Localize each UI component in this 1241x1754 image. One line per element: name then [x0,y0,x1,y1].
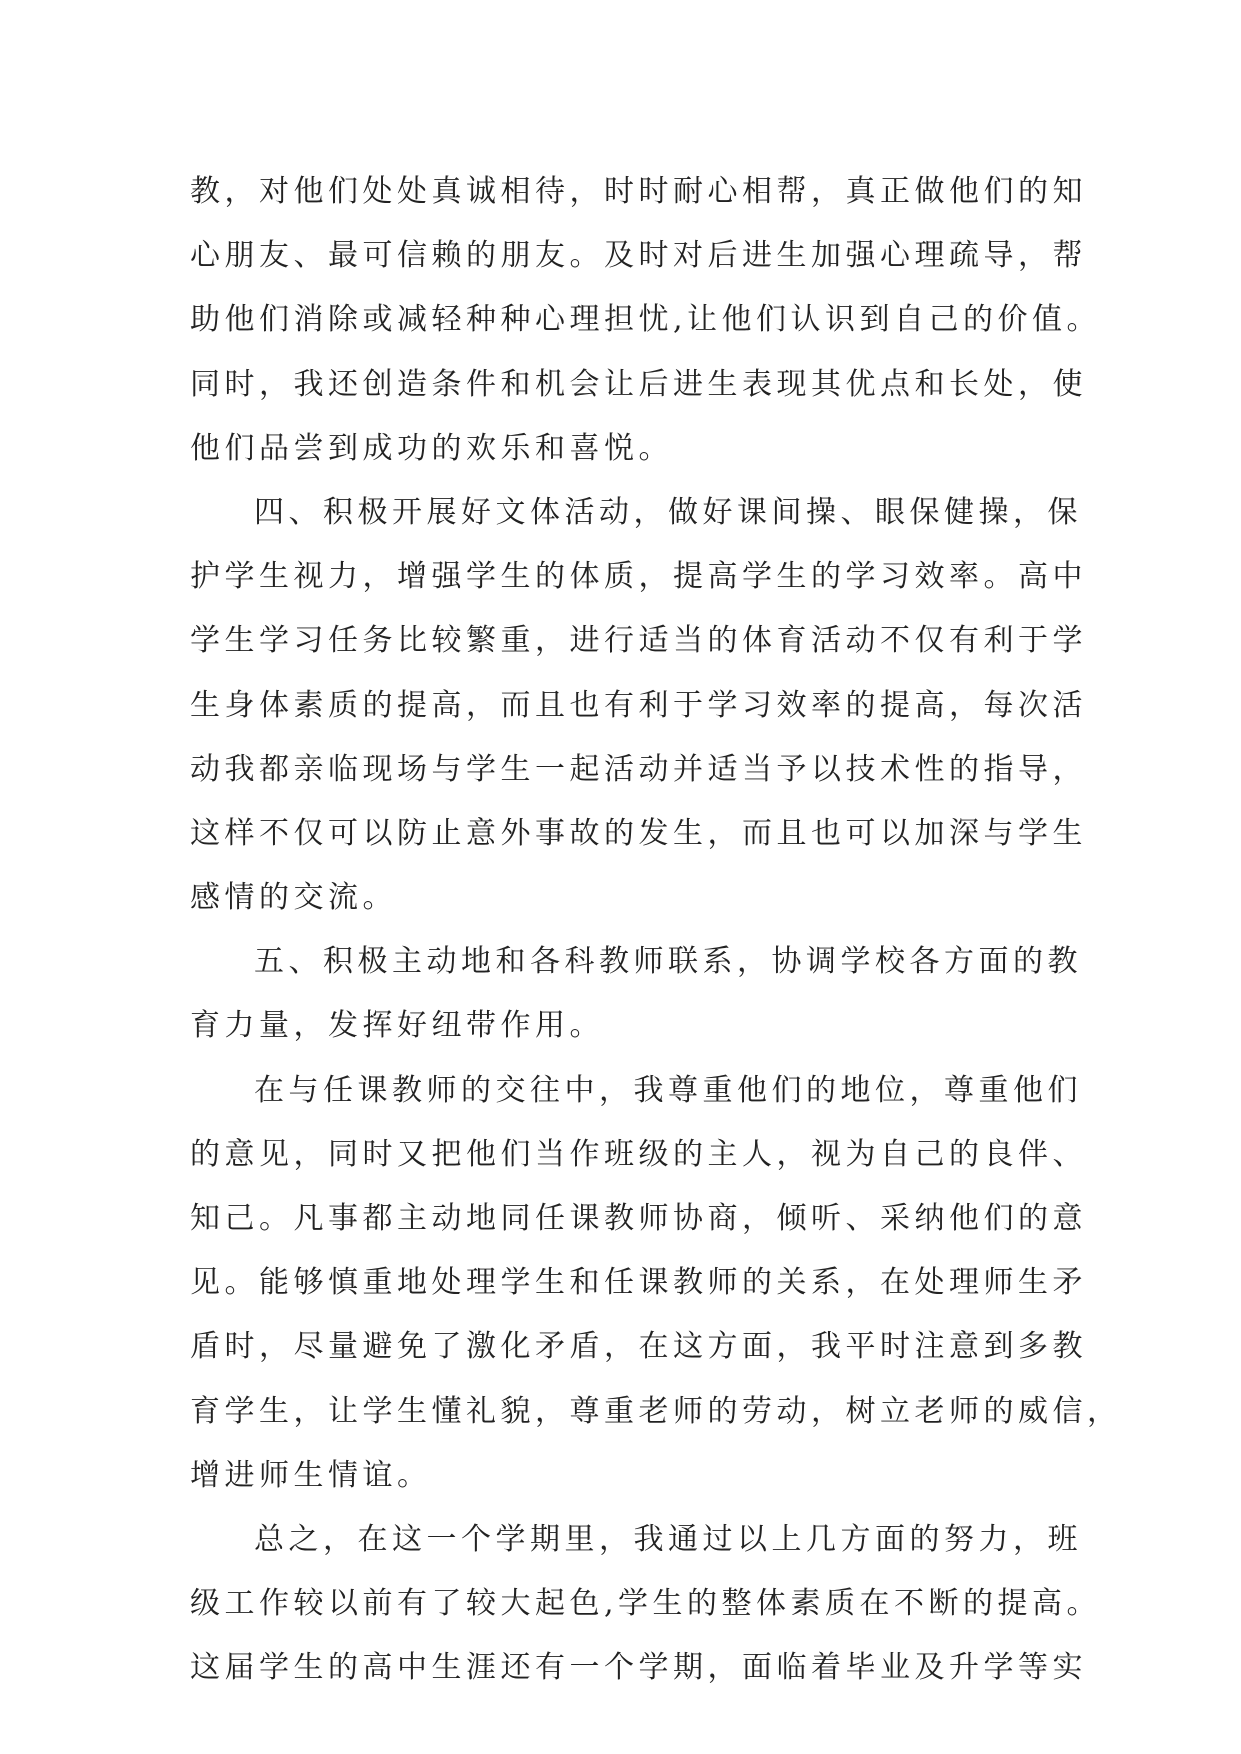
text-line: 知己。凡事都主动地同任课教师协商，倾听、采纳他们的意 [190,1201,1087,1236]
text-line: 助他们消除或减轻种种心理担忧,让他们认识到自己的价值。 [190,302,1102,338]
text-line: 级工作较以前有了较大起色,学生的整体素质在不断的提高。 [190,1586,1102,1622]
document-body [190,160,1122,1701]
text-line: 盾时，尽量避免了激化矛盾，在这方面，我平时注意到多教 [190,1329,1087,1365]
text-line: 生身体素质的提高，而且也有利于学习效率的提高，每次活 [190,687,1087,723]
paragraph-start-line: 四、积极开展好文体活动，做好课间操、眼保健操，保 [254,494,1082,530]
text-line: 育力量，发挥好纽带作用。 [190,1008,604,1044]
text-line: 感情的交流。 [190,880,397,916]
text-line: 动我都亲临现场与学生一起活动并适当予以技术性的指导， [190,751,1087,787]
text-line: 这样不仅可以防止意外事故的发生，而且也可以加深与学生 [190,815,1087,851]
text-line: 心朋友、最可信赖的朋友。及时对后进生加强心理疏导，帮 [190,238,1087,274]
text-line: 育学生，让学生懂礼貌，尊重老师的劳动，树立老师的威信， [190,1393,1122,1429]
text-line: 他们品尝到成功的欢乐和喜悦。 [190,430,673,466]
text-line: 这届学生的高中生涯还有一个学期，面临着毕业及升学等实 [190,1650,1087,1686]
text-line: 教，对他们处处真诚相待，时时耐心相帮，真正做他们的知 [190,174,1087,209]
paragraph-start-line: 在与任课教师的交往中，我尊重他们的地位，尊重他们 [254,1072,1082,1108]
text-line: 见。能够慎重地处理学生和任课教师的关系，在处理师生矛 [190,1265,1087,1301]
paragraph-start-line: 总之，在这一个学期里，我通过以上几方面的努力，班 [254,1521,1082,1557]
paragraph-start-line: 五、积极主动地和各科教师联系，协调学校各方面的教 [254,944,1082,980]
text-line: 护学生视力，增强学生的体质，提高学生的学习效率。高中 [190,559,1087,595]
text-line: 的意见，同时又把他们当作班级的主人，视为自己的良伴、 [190,1136,1087,1172]
text-line: 增进师生情谊。 [190,1457,432,1493]
text-line: 同时，我还创造条件和机会让后进生表现其优点和长处，使 [190,366,1087,402]
text-line: 学生学习任务比较繁重，进行适当的体育活动不仅有利于学 [190,623,1087,659]
